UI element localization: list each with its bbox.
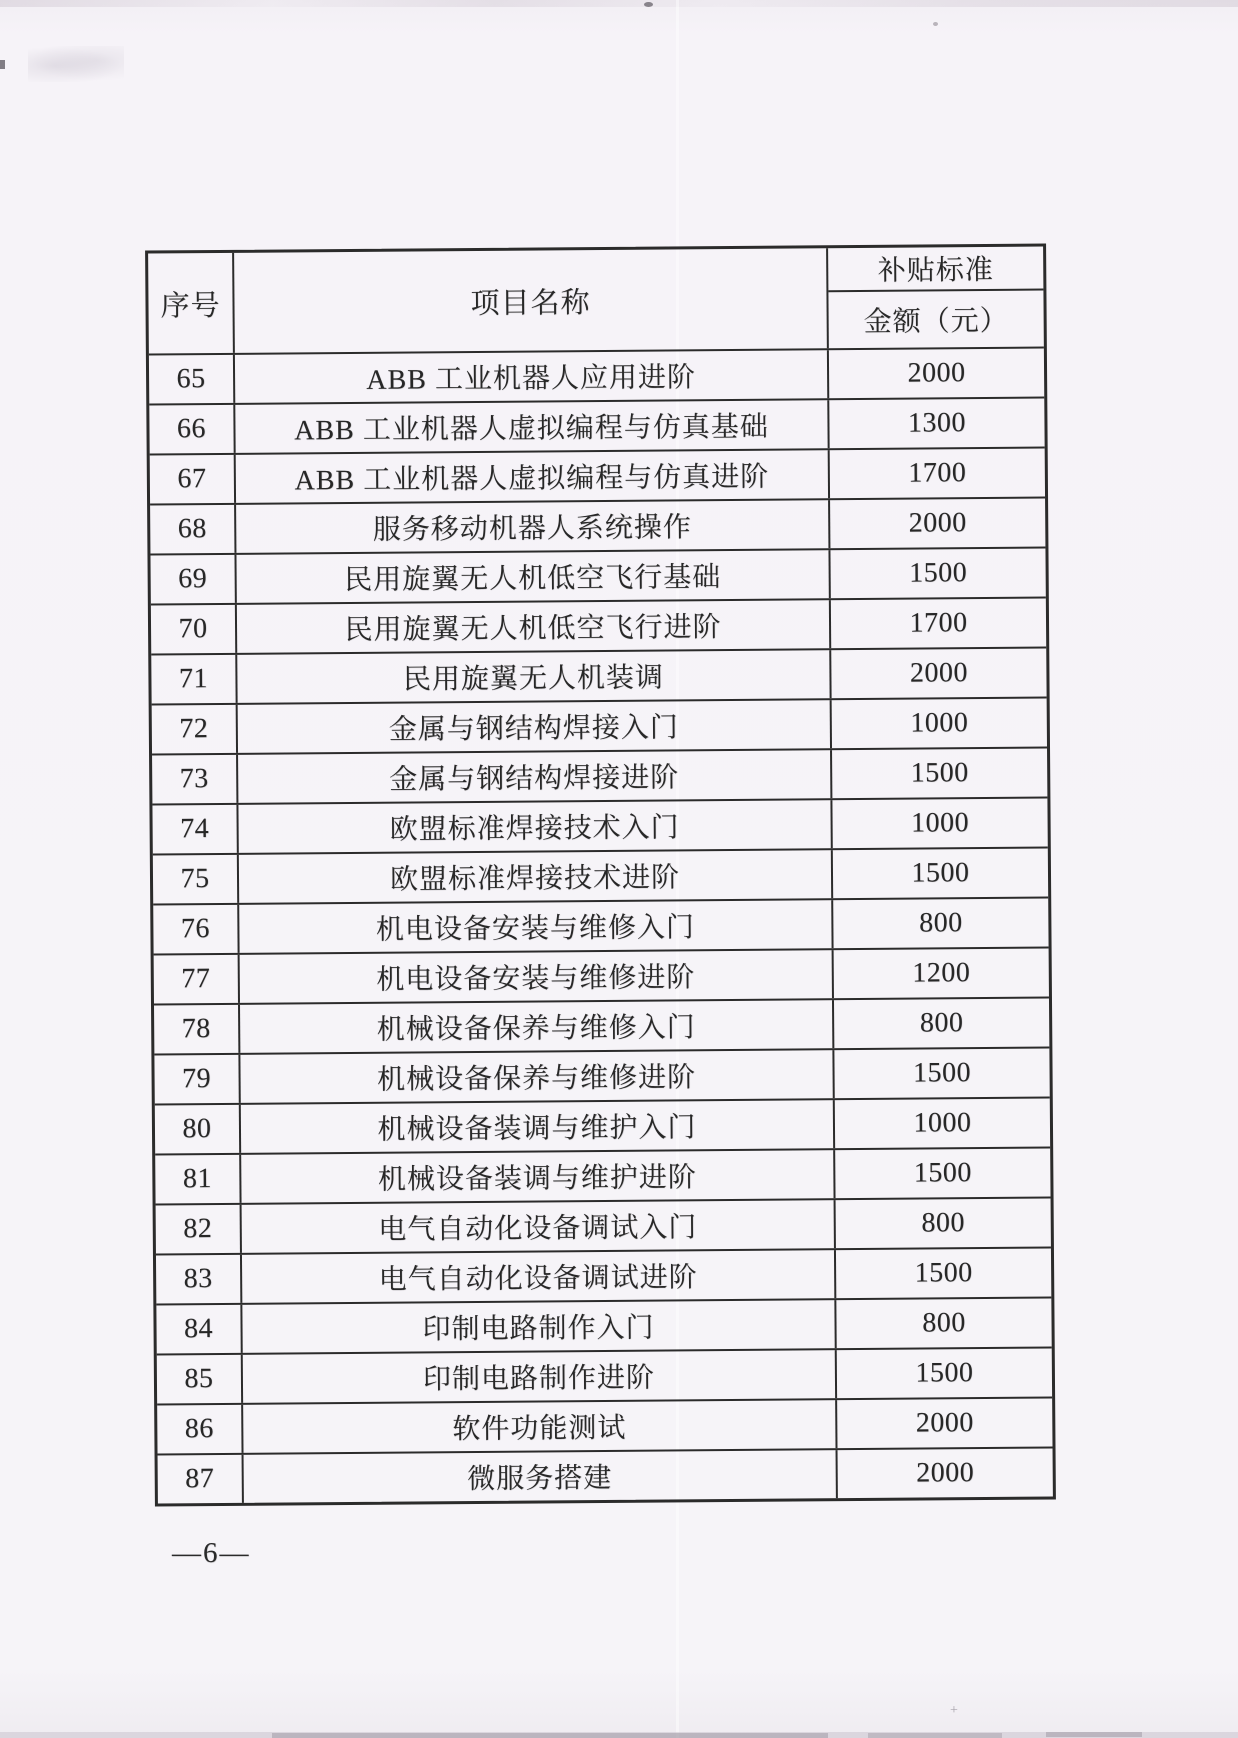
row-serial-cell: 87 [158, 1455, 244, 1504]
row-amount-cell: 1000 [910, 807, 970, 839]
row-serial-cell: 79 [154, 1055, 240, 1104]
row-serial-cell: 66 [149, 405, 235, 454]
table-row [155, 1096, 1050, 1153]
row-amount-cell: 2000 [915, 1407, 974, 1439]
row-serial-cell: 75 [153, 855, 239, 904]
table-row [154, 946, 1049, 1003]
table-row [150, 446, 1045, 503]
row-project-name-cell: 机械设备保养与维修入门 [240, 1000, 834, 1053]
row-project-name-cell: 电气自动化设备调试进阶 [242, 1250, 836, 1303]
row-project-name-cell: 机电设备安装与维修入门 [239, 900, 833, 953]
table-row [153, 846, 1048, 903]
row-serial-cell: 67 [150, 455, 236, 504]
table-row [152, 696, 1047, 753]
row-project-name-cell: 欧盟标准焊接技术入门 [238, 800, 832, 853]
row-amount-cell: 1500 [915, 1357, 974, 1389]
row-serial-cell: 82 [156, 1205, 242, 1254]
row-serial-cell: 65 [149, 355, 235, 404]
header-subsidy-standard: 补贴标准 [828, 247, 1043, 293]
row-project-name-cell: 服务移动机器人系统操作 [236, 500, 830, 553]
row-serial-cell: 80 [155, 1105, 241, 1154]
scan-artifact-smudge [28, 46, 124, 82]
row-amount-cell: 2000 [916, 1457, 975, 1489]
table-row [157, 1346, 1052, 1403]
row-project-name-cell: 机电设备安装与维修进阶 [240, 950, 834, 1003]
table-row [156, 1246, 1051, 1303]
table-row [153, 896, 1048, 953]
row-serial-cell: 85 [157, 1355, 243, 1404]
scan-artifact-bottom-segment [272, 1733, 828, 1738]
table-row [157, 1396, 1052, 1453]
row-project-name-cell: ABB 工业机器人应用进阶 [235, 350, 829, 403]
row-serial-cell: 81 [155, 1155, 241, 1204]
scan-artifact-bottom-segment [868, 1733, 1002, 1738]
row-amount-cell: 1500 [909, 557, 968, 589]
row-project-name-cell: 印制电路制作入门 [242, 1300, 836, 1353]
row-serial-cell: 76 [153, 905, 239, 954]
table-row [152, 746, 1047, 803]
row-serial-cell: 74 [152, 805, 238, 854]
header-amount-unit: 金额（元） [863, 305, 1009, 338]
row-amount-cell: 800 [919, 907, 963, 939]
row-amount-cell: 1500 [912, 1057, 972, 1089]
table-row [156, 1196, 1051, 1253]
table-row [154, 996, 1049, 1053]
row-amount-cell: 1700 [909, 607, 968, 639]
row-project-name-cell: 民用旋翼无人机装调 [237, 650, 831, 703]
table-row [149, 397, 1044, 454]
row-project-name-cell: 机械设备保养与维修进阶 [240, 1050, 834, 1103]
table-row [149, 347, 1044, 404]
table-row [155, 1146, 1050, 1203]
row-amount-cell: 2000 [908, 507, 967, 539]
subsidy-table [145, 243, 1056, 1506]
row-serial-cell: 86 [157, 1405, 243, 1454]
row-amount-cell: 2000 [909, 657, 969, 689]
table-row [150, 496, 1045, 553]
row-project-name-cell: 机械设备装调与维护入门 [241, 1100, 835, 1153]
row-project-name-cell: 微服务搭建 [244, 1450, 838, 1503]
row-amount-cell: 800 [922, 1307, 966, 1339]
table-body [149, 347, 1053, 1504]
header-serial: 序号 [148, 253, 235, 354]
row-serial-cell: 69 [150, 555, 236, 604]
page-number: —6— [172, 1537, 251, 1569]
row-serial-cell: 84 [156, 1305, 242, 1354]
scan-artifact-bottom-segment [1046, 1732, 1142, 1737]
row-serial-cell: 71 [151, 655, 237, 704]
scan-artifact-top-band [0, 0, 1238, 7]
row-project-name-cell: 机械设备装调与维护进阶 [241, 1150, 835, 1203]
row-project-name-cell: 金属与钢结构焊接进阶 [238, 750, 832, 803]
row-amount-cell: 1500 [910, 757, 969, 789]
row-serial-cell: 83 [156, 1255, 242, 1304]
row-project-name-cell: 金属与钢结构焊接入门 [238, 700, 832, 753]
scan-artifact-speck [933, 22, 938, 26]
row-amount-cell: 1500 [911, 857, 970, 889]
row-amount-cell: 1000 [910, 707, 969, 739]
row-project-name-cell: 欧盟标准焊接技术进阶 [239, 850, 833, 903]
row-project-name-cell: 民用旋翼无人机低空飞行基础 [236, 550, 830, 603]
row-amount-cell: 1700 [908, 457, 967, 489]
row-amount-cell: 1500 [914, 1257, 973, 1289]
table-row [151, 646, 1046, 703]
table-row [152, 796, 1047, 853]
row-project-name-cell: ABB 工业机器人虚拟编程与仿真基础 [235, 400, 829, 453]
row-serial-cell: 68 [150, 505, 236, 554]
row-project-name-cell: 软件功能测试 [243, 1400, 837, 1453]
row-serial-cell: 72 [152, 705, 238, 754]
row-project-name-cell: 电气自动化设备调试入门 [242, 1200, 836, 1253]
row-serial-cell: 77 [154, 955, 240, 1004]
row-project-name-cell: 民用旋翼无人机低空飞行进阶 [237, 600, 831, 653]
table-row [154, 1046, 1049, 1103]
row-serial-cell: 78 [154, 1005, 240, 1054]
row-amount-cell: 800 [919, 1007, 964, 1039]
row-project-name-cell: ABB 工业机器人虚拟编程与仿真进阶 [236, 450, 830, 503]
row-serial-cell: 73 [152, 755, 238, 804]
header-subsidy-group [828, 247, 1044, 349]
row-serial-cell: 70 [151, 605, 237, 654]
table-header-row [148, 247, 1044, 354]
row-amount-cell: 800 [921, 1207, 966, 1239]
header-project-name: 项目名称 [234, 248, 829, 353]
row-amount-cell: 1000 [913, 1107, 972, 1139]
row-amount-cell: 1300 [907, 407, 967, 439]
scan-artifact-edge-mark [0, 60, 5, 69]
row-project-name-cell: 印制电路制作进阶 [243, 1350, 837, 1403]
row-amount-cell: 1500 [913, 1157, 972, 1189]
scan-artifact-speck: + [950, 1703, 958, 1718]
table-row [150, 546, 1045, 603]
table-row [156, 1296, 1051, 1353]
table-row [158, 1446, 1053, 1503]
row-amount-cell: 2000 [907, 357, 966, 389]
table-row [151, 596, 1046, 653]
row-amount-cell: 1200 [912, 957, 971, 989]
scan-artifact-speck [644, 2, 653, 7]
